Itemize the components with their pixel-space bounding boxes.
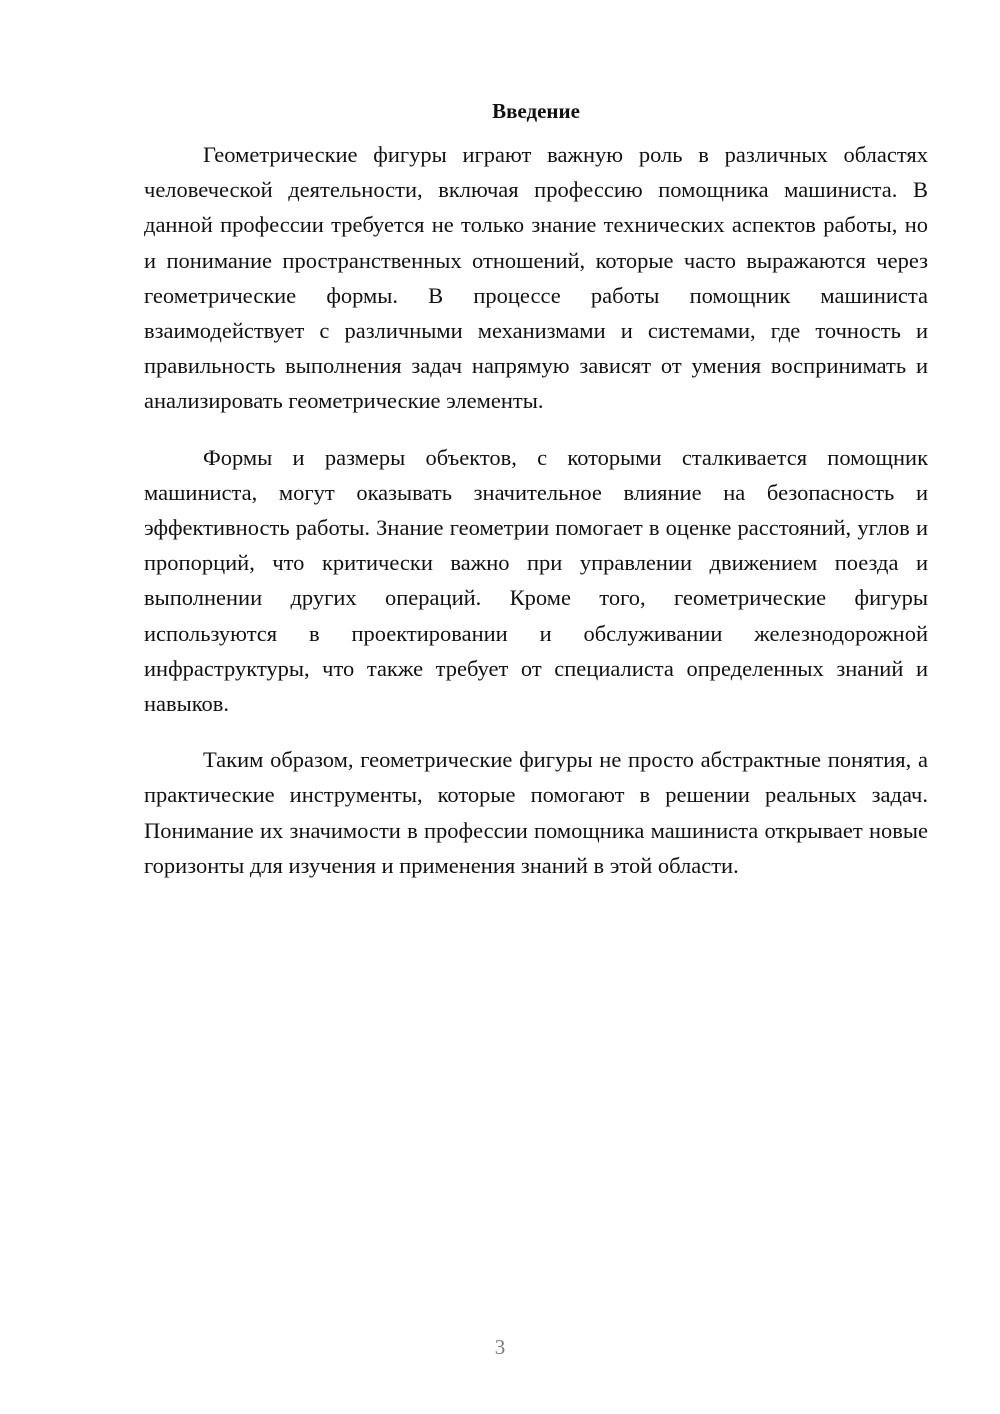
- page-number: 3: [494, 1335, 506, 1359]
- paragraph-3: Таким образом, геометрические фигуры не просто абстрактные понятия, а практические инструменты, которые помогают в решении реальных задач. Понимание их значимости в профессии помощника машиниста открывает новые горизонты для изучения и применения знаний в этой области.: [144, 747, 928, 878]
- page-content: [144, 97, 928, 883]
- paragraph-1: Геометрические фигуры играют важную роль в различных областях человеческой деятельности, включая профессию помощника машиниста. В данной профессии требуется не только знание технических аспектов работы, но и понимание пространственных отношений, которые часто выражаются через геометрические формы. В процессе работы помощник машиниста взаимодействует с различными механизмами и системами, где точность и правильность выполнения задач напрямую зависят от умения воспринимать и анализировать геометрические элементы.: [144, 142, 928, 414]
- section-heading: Введение: [492, 99, 580, 123]
- paragraph-2: Формы и размеры объектов, с которыми сталкивается помощник машиниста, могут оказывать значительное влияние на безопасность и эффективность работы. Знание геометрии помогает в оценке расстояний, углов и пропорций, что критически важно при управлении движением поезда и выполнении других операций. Кроме того, геометрические фигуры используются в проектировании и обслуживании железнодорожной инфраструктуры, что также требует от специалиста определенных знаний и навыков.: [144, 444, 928, 717]
